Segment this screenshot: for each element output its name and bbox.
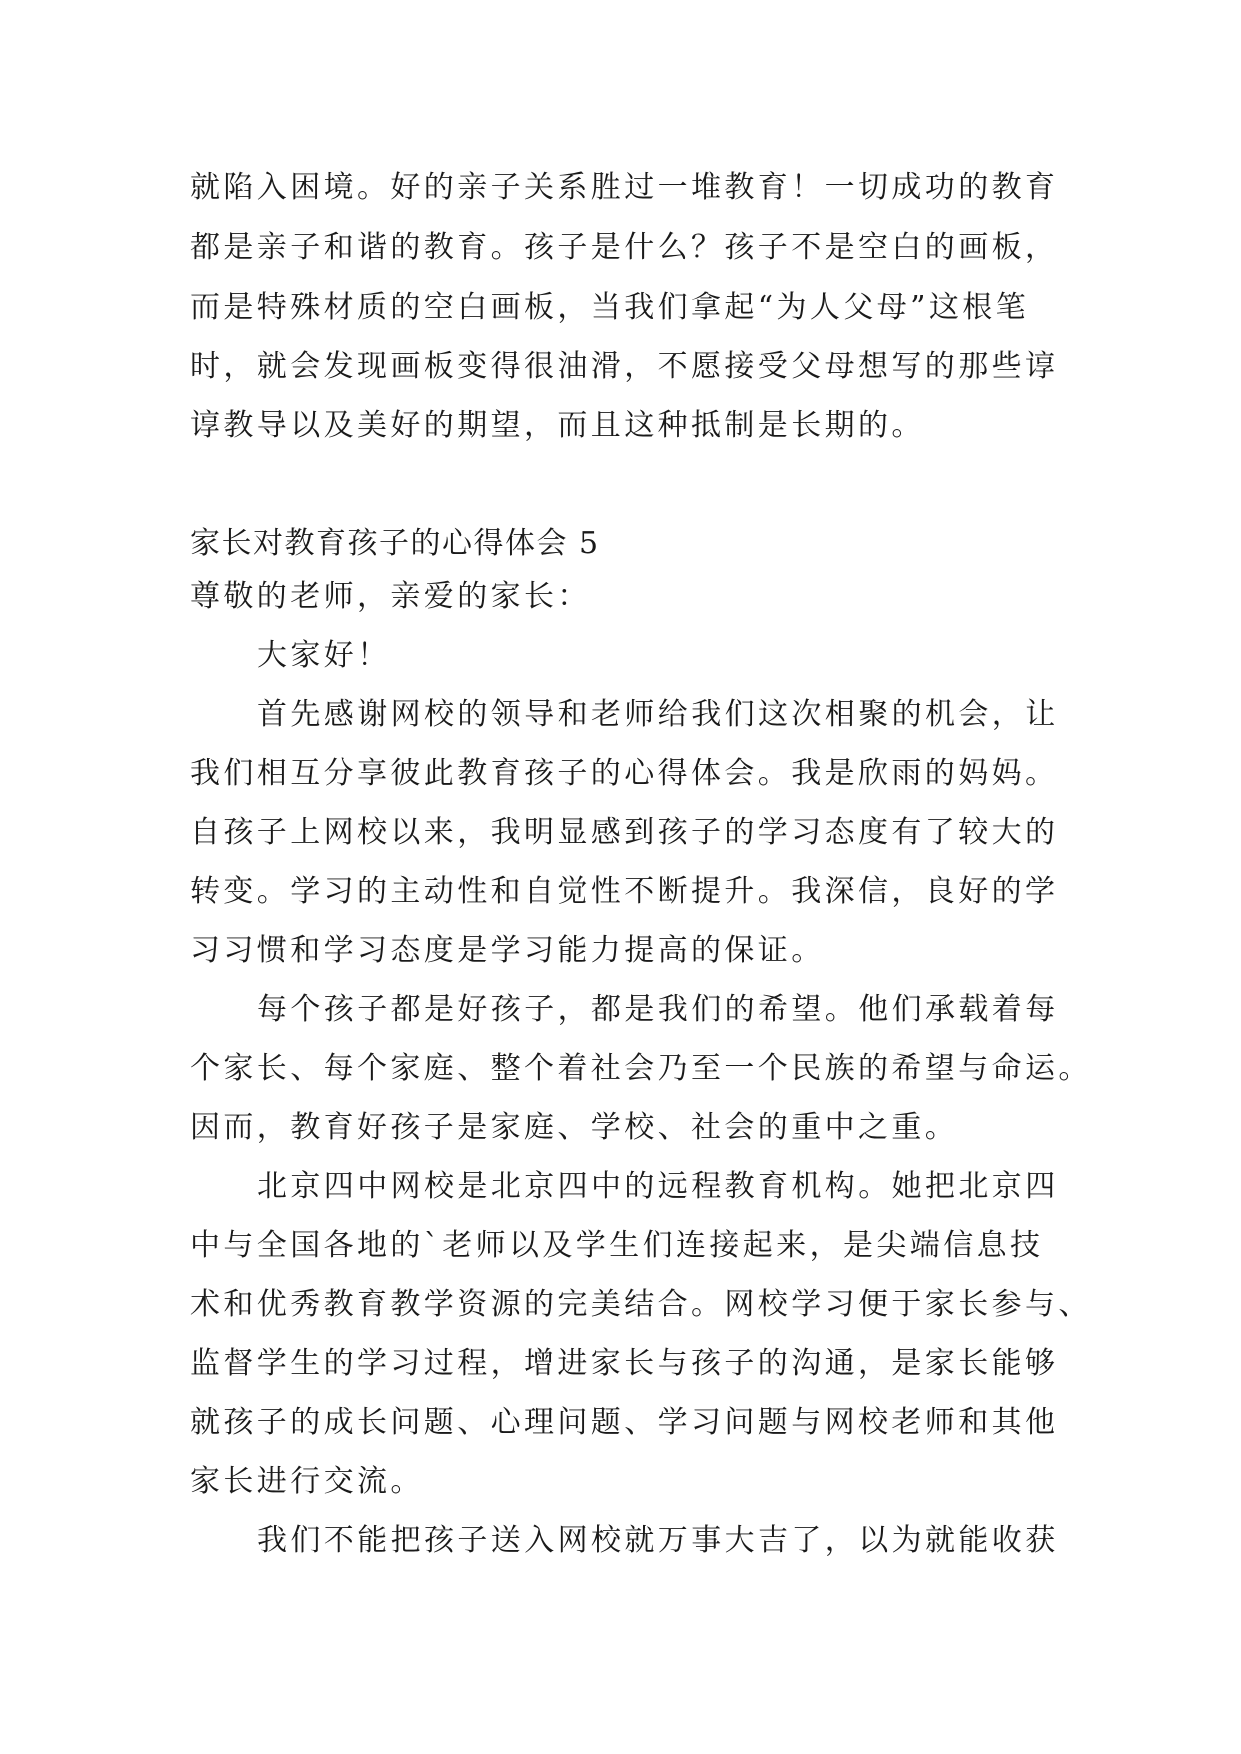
body-text-line: 都是亲子和谐的教育。孩子是什么？孩子不是空白的画板， xyxy=(190,230,1059,265)
salutation: 尊敬的老师，亲爱的家长： xyxy=(190,579,591,614)
body-text-line: 就陷入困境。好的亲子关系胜过一堆教育！一切成功的教育 xyxy=(190,170,1059,205)
body-text-line: 习习惯和学习态度是学习能力提高的保证。 xyxy=(190,933,825,968)
body-text-line: 谆教导以及美好的期望，而且这种抵制是长期的。 xyxy=(190,408,925,443)
greeting: 大家好！ xyxy=(257,638,391,673)
body-text-line: 术和优秀教育教学资源的完美结合。网校学习便于家长参与、 xyxy=(190,1287,1092,1322)
body-text-line: 转变。学习的主动性和自觉性不断提升。我深信，良好的学 xyxy=(190,874,1059,909)
body-text-line: 中与全国各地的`老师以及学生们连接起来，是尖端信息技 xyxy=(190,1228,1044,1263)
body-text-line: 监督学生的学习过程，增进家长与孩子的沟通，是家长能够 xyxy=(190,1346,1059,1381)
body-text-line: 我们不能把孩子送入网校就万事大吉了，以为就能收获 xyxy=(257,1523,1059,1558)
body-text-line: 因而，教育好孩子是家庭、学校、社会的重中之重。 xyxy=(190,1110,959,1145)
body-text-line: 首先感谢网校的领导和老师给我们这次相聚的机会，让 xyxy=(257,697,1059,732)
body-text-line: 就孩子的成长问题、心理问题、学习问题与网校老师和其他 xyxy=(190,1405,1059,1440)
section-title: 家长对教育孩子的心得体会 5 xyxy=(190,526,600,561)
body-text-line: 每个孩子都是好孩子，都是我们的希望。他们承载着每 xyxy=(257,992,1059,1027)
body-text-line: 北京四中网校是北京四中的远程教育机构。她把北京四 xyxy=(257,1169,1059,1204)
body-text-line: 我们相互分享彼此教育孩子的心得体会。我是欣雨的妈妈。 xyxy=(190,756,1059,791)
body-text-line: 时，就会发现画板变得很油滑，不愿接受父母想写的那些谆 xyxy=(190,349,1059,384)
body-text-line: 而是特殊材质的空白画板，当我们拿起“为人父母”这根笔 xyxy=(190,290,1030,325)
body-text-line: 家长进行交流。 xyxy=(190,1464,424,1499)
body-text-line: 自孩子上网校以来，我明显感到孩子的学习态度有了较大的 xyxy=(190,815,1059,850)
body-text-line: 个家长、每个家庭、整个着社会乃至一个民族的希望与命运。 xyxy=(190,1051,1092,1086)
